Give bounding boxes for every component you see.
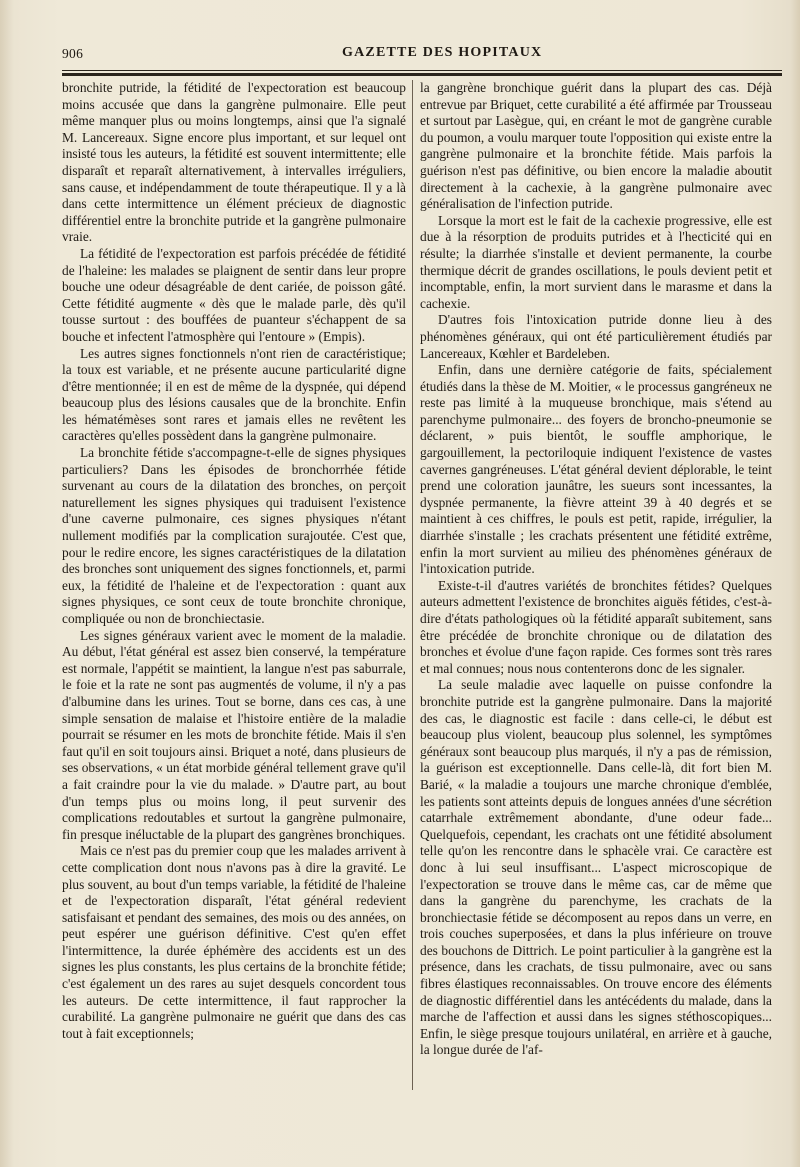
header-rule-thick [62, 73, 782, 76]
column-divider [412, 80, 413, 1090]
paragraph: Les signes généraux varient avec le moment de la maladie. Au début, l'état général est assez bien conservé, la température est normale, l'appétit se maintient, la langue n'est pas saburrale, le foie et la rate ne sont pas augmentés de volume, il n'y a pas d'albumine dans les urines. Tout se borne, dans ces cas, à une simple sensation de malaise et l'histoire entière de la maladie pourrait se résumer en les mots de bronchite fétide. Mais il s'en faut qu'il en soit toujours ainsi. Briquet a noté, dans plusieurs de ses observations, « un état morbide général tellement grave qu'il a fait craindre pour la vie du malade. » D'autre part, au bout d'un temps plus ou moins long, il peut survenir des complications redoutables et surtout la gangrène pulmonaire, fin presque inéluctable de la plupart des gangrènes bronchiques. [62, 627, 406, 842]
paragraph: Lorsque la mort est le fait de la cachexie progressive, elle est due à la résorption de produits putrides et à l'hecticité qui en résulte; la diarrhée s'installe et devient permanente, la courbe thermique décrit de grandes oscillations, le pouls devient petit et incomptable, enfin, la mort survient dans le marasme et dans la cachexie. [420, 212, 772, 311]
paragraph: bronchite putride, la fétidité de l'expectoration est beaucoup moins accusée que dans la gangrène pulmonaire. Elle peut même manquer plus ou moins longtemps, ainsi que l'a signalé M. Lancereaux. Signe encore plus important, et sur lequel ont insisté tous les auteurs, la fétidité est souvent intermittente; elle disparaît et reparaît alternativement, à intervalles irréguliers, sans cause, et indépendamment de toute thérapeutique. Il y a là dans cette intermittence un élément précieux de diagnostic différentiel entre la bronchite putride et la gangrène pulmonaire vraie. [62, 80, 406, 245]
paragraph: Enfin, dans une dernière catégorie de faits, spécialement étudiés dans la thèse de M. Moitier, « le processus gangréneux ne reste pas limité à la muqueuse bronchique, mais s'étend au parenchyme pulmonaire... des foyers de broncho-pneumonie se déclarent, » puis bientôt, le souffle amphorique, le gargouillement, la pectoriloquie indiquent l'existence de vastes cavernes gangréneuses. L'état général devient déplorable, le teint prend une coloration jaunâtre, les sueurs sont incessantes, la dyspnée permanente, la fièvre atteint 39 à 40 degrés et se maintient à ces chiffres, le pouls est petit, rapide, irrégulier, la diarrhée s'installe ; les crachats présentent une fétidité extrême, enfin la mort survient au milieu des phénomènes généraux de l'intoxication putride. [420, 362, 772, 577]
paragraph: La fétidité de l'expectoration est parfois précédée de fétidité de l'haleine: les malades se plaignent de sentir dans leur propre bouche une odeur désagréable de dent cariée, de poisson gâté. Cette fétidité augmente « dès que le malade parle, dès qu'il tousse surtout : des bouffées de puanteur s'échappent de sa bouche et infectent l'atmosphère qui l'entoure » (Empis). [62, 245, 406, 344]
paragraph: La seule maladie avec laquelle on puisse confondre la bronchite putride est la gangrène pulmonaire. Dans la majorité des cas, le diagnostic est facile : dans celle-ci, le début est beaucoup plus violent, beaucoup plus solennel, les symptômes généraux sont beaucoup plus marqués, il n'y a pas de rémission, la guérison est exceptionnelle. Dans celle-là, dit fort bien M. Barié, « la maladie a toujours une marche chronique d'emblée, les patients sont atteints depuis de longues années d'une sécrétion catarrhale extrêmement abondante, d'une odeur fade... Quelquefois, cependant, les crachats ont une fétidité absolument telle qu'on les rencontre dans le sphacèle vrai. Ce caractère est donc à lui seul insuffisant... L'aspect microscopique de l'expectoration se trouve dans le même cas, car de même que dans la gangrène du parenchyme, les crachats de la bronchiectasie fétide se décomposent au repos dans un verre, en trois couches superposées, et dans la plus inférieure on trouve des bouchons de Dittrich. Le point particulier à la gangrène est la présence, dans les crachats, de tissu pulmonaire, avec ou sans fibres élastiques reconnaissables. On trouve encore des éléments de diagnostic différentiel dans les antécédents du malade, dans la marche de l'affection et aussi dans les signes stéthoscopiques... Enfin, le siège presque toujours unilatéral, en arrière et à gauche, la longue durée de l'af- [420, 677, 772, 1058]
running-title: GAZETTE DES HOPITAUX [342, 45, 543, 60]
right-column [420, 80, 772, 1059]
paragraph: La bronchite fétide s'accompagne-t-elle de signes physiques particuliers? Dans les épisodes de bronchorrhée fétide survenant au cours de la dilatation des bronches, on perçoit naturellement les signes physiques qui traduisent l'existence d'une caverne pulmonaire, ces signes physiques n'étant nullement modifiés par la complication surajoutée. C'est que, pour le redire encore, les signes caractéristiques de la dilatation des bronches sont uniquement des signes fonctionnels, et, parmi eux, la fétidité de l'haleine et de l'expectoration : quant aux signes physiques, ce sont ceux de toute bronchite chronique, compliquée ou non de bronchiectasie. [62, 445, 406, 626]
page-header [62, 42, 782, 66]
page-number: 906 [62, 46, 84, 61]
paragraph: Les autres signes fonctionnels n'ont rien de caractéristique; la toux est variable, et ne présente aucune particularité digne d'être mentionnée; il en est de même de la dyspnée, qui dépend beaucoup plus des lésions causales que de la bronchite. Enfin les hématémèses sont rares et jamais elles ne revêtent les caractères qu'elles possèdent dans la gangrène pulmonaire. [62, 345, 406, 444]
paragraph: Existe-t-il d'autres variétés de bronchites fétides? Quelques auteurs admettent l'existence de bronchites aiguës fétides, c'est-à-dire d'états pathologiques où la fétidité apparaît subitement, sans être précédée de bronchite chronique ou de dilatation des bronches et évolue d'une façon rapide. Ces formes sont très rares et mal connues; nous nous contenterons donc de les signaler. [420, 577, 772, 676]
header-rule-thin [62, 70, 782, 71]
left-column [62, 80, 406, 1042]
paragraph: la gangrène bronchique guérit dans la plupart des cas. Déjà entrevue par Briquet, cette curabilité a été affirmée par Trousseau et surtout par Lasègue, qui, en créant le mot de gangrène curable du poumon, a voulu marquer toute l'opposition qui existe entre la gangrène pulmonaire et la bronchite fétide. Mais parfois la guérison n'est pas définitive, ou bien encore la maladie aboutit directement à la cachexie, à la gangrène pulmonaire avec généralisation de l'infection putride. [420, 80, 772, 212]
paragraph: Mais ce n'est pas du premier coup que les malades arrivent à cette complication dont nous n'avons pas à dire la gravité. Le plus souvent, au bout d'un temps variable, la fétidité de l'haleine et de l'expectoration disparaît, l'état général redevient satisfaisant et pendant des semaines, des mois ou des années, on peut espérer une guérison définitive. C'est qu'en effet l'intermittence, la durée éphémère des accidents est un des signes les plus constants, les plus certains de la bronchite fétide; c'est également un des rares au sujet desquels concordent tous les auteurs. De cette intermittence, il faut rapprocher la curabilité. La gangrène pulmonaire ne guérit que dans des cas tout à fait exceptionnels; [62, 843, 406, 1041]
paragraph: D'autres fois l'intoxication putride donne lieu à des phénomènes généraux, qui ont été particulièrement étudiés par Lancereaux, Kœhler et Bardeleben. [420, 312, 772, 361]
